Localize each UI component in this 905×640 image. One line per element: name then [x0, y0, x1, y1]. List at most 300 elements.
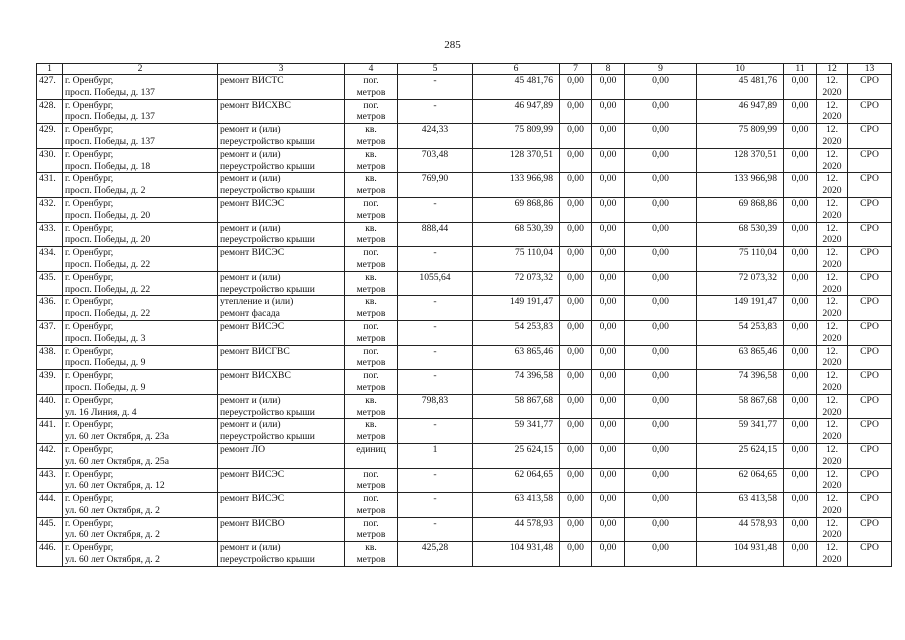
value-cell: 0,00: [784, 542, 817, 567]
fund-cost-cell: 45 481,76: [697, 75, 784, 100]
work-type-cell: [218, 517, 345, 542]
unit-cell: [345, 468, 398, 493]
deadline-year: 2020: [822, 111, 842, 123]
row-number: 442.: [37, 443, 63, 468]
value-cell: 0,00: [625, 394, 697, 419]
table-row: [37, 197, 892, 222]
unit-cell: [345, 345, 398, 370]
work-type-line1: ремонт и (или): [220, 173, 281, 185]
unit-line1: кв.: [365, 542, 377, 554]
address-street: ул. 16 Линия, д. 4: [65, 406, 137, 418]
address-street: просп. Победы, д. 18: [65, 160, 151, 172]
column-header: 6: [473, 64, 560, 75]
value-cell: 0,00: [592, 419, 625, 444]
total-cost-cell: 104 931,48: [473, 542, 560, 567]
method-cell: СРО: [848, 517, 892, 542]
unit-line2: метров: [356, 332, 386, 344]
value-cell: 0,00: [625, 99, 697, 124]
total-cost-cell: 75 110,04: [473, 247, 560, 272]
total-cost-cell: 133 966,98: [473, 173, 560, 198]
value-cell: 0,00: [592, 296, 625, 321]
work-type-cell: [218, 75, 345, 100]
value-cell: 0,00: [560, 320, 592, 345]
total-cost-cell: 128 370,51: [473, 148, 560, 173]
deadline-year: 2020: [822, 504, 842, 516]
value-cell: 0,00: [592, 124, 625, 149]
work-type-cell: [218, 542, 345, 567]
table-body: [37, 64, 892, 567]
work-type-line1: ремонт ВИСГВС: [220, 345, 290, 357]
address-city: г. Оренбург,: [65, 148, 114, 160]
value-cell: 0,00: [560, 419, 592, 444]
unit-line2: метров: [356, 554, 386, 566]
quantity-cell: -: [398, 296, 473, 321]
work-type-cell: [218, 173, 345, 198]
deadline-month: 12.: [826, 296, 838, 308]
value-cell: 0,00: [784, 99, 817, 124]
fund-cost-cell: 68 530,39: [697, 222, 784, 247]
address-cell: [63, 271, 218, 296]
table-row: [37, 99, 892, 124]
work-type-line2: переустройство крыши: [220, 185, 315, 197]
address-cell: [63, 222, 218, 247]
address-street: ул. 60 лет Октября, д. 2: [65, 504, 160, 516]
quantity-cell: 703,48: [398, 148, 473, 173]
unit-line2: метров: [356, 406, 386, 418]
table-row: [37, 247, 892, 272]
deadline-month: 12.: [826, 419, 838, 431]
total-cost-cell: 63 413,58: [473, 493, 560, 518]
total-cost-cell: 63 865,46: [473, 345, 560, 370]
address-street: ул. 60 лет Октября, д. 23а: [65, 431, 169, 443]
total-cost-cell: 46 947,89: [473, 99, 560, 124]
table-row: [37, 222, 892, 247]
deadline-cell: [817, 247, 848, 272]
row-number: 446.: [37, 542, 63, 567]
method-cell: СРО: [848, 173, 892, 198]
column-header: 1: [37, 64, 63, 75]
address-city: г. Оренбург,: [65, 345, 114, 357]
value-cell: 0,00: [784, 124, 817, 149]
row-number: 437.: [37, 320, 63, 345]
value-cell: 0,00: [592, 443, 625, 468]
address-cell: [63, 345, 218, 370]
value-cell: 0,00: [625, 443, 697, 468]
work-type-cell: [218, 148, 345, 173]
unit-line1: кв.: [365, 173, 377, 185]
fund-cost-cell: 74 396,58: [697, 370, 784, 395]
value-cell: 0,00: [784, 419, 817, 444]
value-cell: 0,00: [784, 173, 817, 198]
work-type-line2: переустройство крыши: [220, 234, 315, 246]
address-cell: [63, 247, 218, 272]
unit-cell: [345, 173, 398, 198]
method-cell: СРО: [848, 394, 892, 419]
unit-line2: метров: [356, 160, 386, 172]
table-row: [37, 517, 892, 542]
value-cell: 0,00: [784, 271, 817, 296]
quantity-cell: 798,83: [398, 394, 473, 419]
row-number: 430.: [37, 148, 63, 173]
table-row: [37, 394, 892, 419]
unit-line1: пог.: [363, 197, 379, 209]
deadline-month: 12.: [826, 148, 838, 160]
unit-cell: [345, 222, 398, 247]
value-cell: 0,00: [625, 197, 697, 222]
value-cell: 0,00: [625, 542, 697, 567]
deadline-year: 2020: [822, 234, 842, 246]
value-cell: 0,00: [784, 197, 817, 222]
fund-cost-cell: 25 624,15: [697, 443, 784, 468]
value-cell: 0,00: [625, 247, 697, 272]
work-type-line1: ремонт и (или): [220, 394, 281, 406]
address-city: г. Оренбург,: [65, 99, 114, 111]
value-cell: 0,00: [625, 222, 697, 247]
value-cell: 0,00: [560, 443, 592, 468]
work-type-line2: переустройство крыши: [220, 160, 315, 172]
unit-line1: кв.: [365, 271, 377, 283]
work-type-cell: [218, 222, 345, 247]
address-street: просп. Победы, д. 2: [65, 185, 146, 197]
work-type-line1: ремонт ВИСЭС: [220, 197, 285, 209]
address-city: г. Оренбург,: [65, 370, 114, 382]
value-cell: 0,00: [784, 493, 817, 518]
quantity-cell: -: [398, 517, 473, 542]
quantity-cell: -: [398, 197, 473, 222]
unit-line2: метров: [356, 308, 386, 320]
unit-cell: [345, 394, 398, 419]
quantity-cell: -: [398, 247, 473, 272]
method-cell: СРО: [848, 320, 892, 345]
unit-line1: пог.: [363, 370, 379, 382]
fund-cost-cell: 46 947,89: [697, 99, 784, 124]
deadline-cell: [817, 75, 848, 100]
unit-line2: метров: [356, 504, 386, 516]
deadline-cell: [817, 493, 848, 518]
work-type-cell: [218, 247, 345, 272]
deadline-year: 2020: [822, 86, 842, 98]
unit-line2: метров: [356, 86, 386, 98]
deadline-month: 12.: [826, 197, 838, 209]
unit-line2: метров: [356, 431, 386, 443]
deadline-cell: [817, 370, 848, 395]
quantity-cell: -: [398, 320, 473, 345]
value-cell: 0,00: [625, 517, 697, 542]
fund-cost-cell: 44 578,93: [697, 517, 784, 542]
table-row: [37, 345, 892, 370]
work-type-cell: [218, 197, 345, 222]
work-type-line1: ремонт ВИСХВС: [220, 370, 291, 382]
value-cell: 0,00: [560, 370, 592, 395]
deadline-year: 2020: [822, 258, 842, 270]
unit-line1: пог.: [363, 493, 379, 505]
value-cell: 0,00: [560, 75, 592, 100]
work-type-line1: ремонт и (или): [220, 148, 281, 160]
fund-cost-cell: 54 253,83: [697, 320, 784, 345]
address-street: просп. Победы, д. 20: [65, 209, 151, 221]
table-row: [37, 75, 892, 100]
fund-cost-cell: 133 966,98: [697, 173, 784, 198]
address-city: г. Оренбург,: [65, 493, 114, 505]
work-type-cell: [218, 345, 345, 370]
deadline-cell: [817, 542, 848, 567]
address-street: просп. Победы, д. 3: [65, 332, 146, 344]
fund-cost-cell: 58 867,68: [697, 394, 784, 419]
row-number: 429.: [37, 124, 63, 149]
unit-line2: метров: [356, 381, 386, 393]
table-row: [37, 271, 892, 296]
row-number: 434.: [37, 247, 63, 272]
value-cell: 0,00: [592, 197, 625, 222]
deadline-year: 2020: [822, 455, 842, 467]
work-type-line1: ремонт и (или): [220, 542, 281, 554]
deadline-cell: [817, 345, 848, 370]
work-type-line1: ремонт и (или): [220, 419, 281, 431]
quantity-cell: 769,90: [398, 173, 473, 198]
quantity-cell: -: [398, 370, 473, 395]
method-cell: СРО: [848, 124, 892, 149]
unit-cell: [345, 419, 398, 444]
address-cell: [63, 296, 218, 321]
column-header: 2: [63, 64, 218, 75]
work-type-line1: ремонт ЛО: [220, 443, 266, 455]
work-type-cell: [218, 394, 345, 419]
deadline-month: 12.: [826, 542, 838, 554]
address-street: ул. 60 лет Октября, д. 12: [65, 480, 165, 492]
address-cell: [63, 124, 218, 149]
address-street: просп. Победы, д. 137: [65, 86, 155, 98]
table-row: [37, 148, 892, 173]
row-number: 439.: [37, 370, 63, 395]
value-cell: 0,00: [560, 345, 592, 370]
deadline-year: 2020: [822, 160, 842, 172]
column-header: 13: [848, 64, 892, 75]
address-cell: [63, 517, 218, 542]
value-cell: 0,00: [592, 320, 625, 345]
quantity-cell: -: [398, 493, 473, 518]
value-cell: 0,00: [784, 517, 817, 542]
deadline-year: 2020: [822, 357, 842, 369]
row-number: 436.: [37, 296, 63, 321]
table-row: [37, 173, 892, 198]
method-cell: СРО: [848, 75, 892, 100]
unit-cell: [345, 296, 398, 321]
deadline-month: 12.: [826, 517, 838, 529]
value-cell: 0,00: [560, 173, 592, 198]
unit-cell: [345, 493, 398, 518]
row-number: 431.: [37, 173, 63, 198]
fund-cost-cell: 104 931,48: [697, 542, 784, 567]
address-cell: [63, 148, 218, 173]
unit-line1: кв.: [365, 148, 377, 160]
deadline-year: 2020: [822, 283, 842, 295]
address-city: г. Оренбург,: [65, 542, 114, 554]
deadline-month: 12.: [826, 271, 838, 283]
address-street: просп. Победы, д. 9: [65, 357, 146, 369]
value-cell: 0,00: [784, 320, 817, 345]
total-cost-cell: 44 578,93: [473, 517, 560, 542]
table-row: [37, 468, 892, 493]
value-cell: 0,00: [625, 271, 697, 296]
unit-line2: метров: [356, 135, 386, 147]
value-cell: 0,00: [784, 443, 817, 468]
quantity-cell: -: [398, 468, 473, 493]
work-type-line1: ремонт и (или): [220, 222, 281, 234]
column-header: 9: [625, 64, 697, 75]
value-cell: 0,00: [592, 148, 625, 173]
work-type-line1: ремонт ВИСЭС: [220, 247, 285, 259]
value-cell: 0,00: [592, 345, 625, 370]
fund-cost-cell: 75 110,04: [697, 247, 784, 272]
work-type-line1: ремонт ВИСЭС: [220, 468, 285, 480]
total-cost-cell: 45 481,76: [473, 75, 560, 100]
address-cell: [63, 443, 218, 468]
row-number: 438.: [37, 345, 63, 370]
unit-line1: пог.: [363, 75, 379, 86]
address-city: г. Оренбург,: [65, 443, 114, 455]
unit-line1: пог.: [363, 247, 379, 259]
deadline-cell: [817, 173, 848, 198]
method-cell: СРО: [848, 197, 892, 222]
quantity-cell: -: [398, 99, 473, 124]
deadline-cell: [817, 222, 848, 247]
total-cost-cell: 59 341,77: [473, 419, 560, 444]
unit-line1: пог.: [363, 468, 379, 480]
deadline-cell: [817, 271, 848, 296]
value-cell: 0,00: [784, 394, 817, 419]
work-type-cell: [218, 99, 345, 124]
column-header: 11: [784, 64, 817, 75]
row-number: 432.: [37, 197, 63, 222]
deadline-cell: [817, 296, 848, 321]
unit-cell: [345, 542, 398, 567]
address-street: ул. 60 лет Октября, д. 2: [65, 529, 160, 541]
address-street: просп. Победы, д. 22: [65, 258, 151, 270]
address-city: г. Оренбург,: [65, 271, 114, 283]
fund-cost-cell: 128 370,51: [697, 148, 784, 173]
deadline-year: 2020: [822, 185, 842, 197]
address-city: г. Оренбург,: [65, 75, 114, 86]
address-cell: [63, 320, 218, 345]
unit-line2: метров: [356, 480, 386, 492]
work-type-line2: переустройство крыши: [220, 431, 315, 443]
table-row: [37, 542, 892, 567]
address-street: просп. Победы, д. 20: [65, 234, 151, 246]
deadline-month: 12.: [826, 443, 838, 455]
work-type-cell: [218, 370, 345, 395]
unit-cell: [345, 320, 398, 345]
value-cell: 0,00: [560, 468, 592, 493]
total-cost-cell: 149 191,47: [473, 296, 560, 321]
method-cell: СРО: [848, 468, 892, 493]
value-cell: 0,00: [784, 296, 817, 321]
value-cell: 0,00: [592, 99, 625, 124]
value-cell: 0,00: [625, 370, 697, 395]
table-row: [37, 370, 892, 395]
value-cell: 0,00: [560, 517, 592, 542]
work-type-line2: переустройство крыши: [220, 406, 315, 418]
row-number: 435.: [37, 271, 63, 296]
deadline-cell: [817, 394, 848, 419]
row-number: 445.: [37, 517, 63, 542]
deadline-month: 12.: [826, 173, 838, 185]
quantity-cell: 1055,64: [398, 271, 473, 296]
address-street: просп. Победы, д. 22: [65, 308, 151, 320]
value-cell: 0,00: [784, 75, 817, 100]
work-type-line1: ремонт ВИСВО: [220, 517, 285, 529]
quantity-cell: -: [398, 75, 473, 100]
value-cell: 0,00: [560, 124, 592, 149]
address-cell: [63, 468, 218, 493]
method-cell: СРО: [848, 271, 892, 296]
value-cell: 0,00: [625, 320, 697, 345]
unit-line1: пог.: [363, 517, 379, 529]
value-cell: 0,00: [560, 247, 592, 272]
address-street: ул. 60 лет Октября, д. 2: [65, 554, 160, 566]
column-header: 12: [817, 64, 848, 75]
unit-cell: [345, 148, 398, 173]
row-number: 433.: [37, 222, 63, 247]
unit-line1: единиц: [356, 443, 386, 455]
unit-line1: кв.: [365, 124, 377, 136]
value-cell: 0,00: [592, 75, 625, 100]
unit-line2: метров: [356, 357, 386, 369]
work-type-line2: переустройство крыши: [220, 283, 315, 295]
quantity-cell: 1: [398, 443, 473, 468]
address-city: г. Оренбург,: [65, 517, 114, 529]
quantity-cell: 888,44: [398, 222, 473, 247]
address-city: г. Оренбург,: [65, 320, 114, 332]
fund-cost-cell: 59 341,77: [697, 419, 784, 444]
column-header: 5: [398, 64, 473, 75]
address-street: просп. Победы, д. 9: [65, 381, 146, 393]
unit-line1: пог.: [363, 345, 379, 357]
deadline-year: 2020: [822, 209, 842, 221]
deadline-cell: [817, 517, 848, 542]
method-cell: СРО: [848, 222, 892, 247]
work-type-line1: утепление и (или): [220, 296, 294, 308]
deadline-year: 2020: [822, 381, 842, 393]
method-cell: СРО: [848, 148, 892, 173]
value-cell: 0,00: [592, 222, 625, 247]
address-city: г. Оренбург,: [65, 394, 114, 406]
total-cost-cell: 69 868,86: [473, 197, 560, 222]
unit-line1: пог.: [363, 99, 379, 111]
method-cell: СРО: [848, 99, 892, 124]
deadline-cell: [817, 197, 848, 222]
address-city: г. Оренбург,: [65, 124, 114, 136]
table-row: [37, 124, 892, 149]
unit-line2: метров: [356, 185, 386, 197]
unit-cell: [345, 443, 398, 468]
deadline-year: 2020: [822, 480, 842, 492]
work-type-line2: переустройство крыши: [220, 135, 315, 147]
method-cell: СРО: [848, 370, 892, 395]
unit-cell: [345, 271, 398, 296]
address-cell: [63, 419, 218, 444]
fund-cost-cell: 62 064,65: [697, 468, 784, 493]
deadline-cell: [817, 419, 848, 444]
value-cell: 0,00: [592, 542, 625, 567]
method-cell: СРО: [848, 542, 892, 567]
unit-line1: кв.: [365, 296, 377, 308]
unit-cell: [345, 99, 398, 124]
deadline-month: 12.: [826, 247, 838, 259]
row-number: 441.: [37, 419, 63, 444]
total-cost-cell: 72 073,32: [473, 271, 560, 296]
table-row: [37, 493, 892, 518]
address-cell: [63, 493, 218, 518]
